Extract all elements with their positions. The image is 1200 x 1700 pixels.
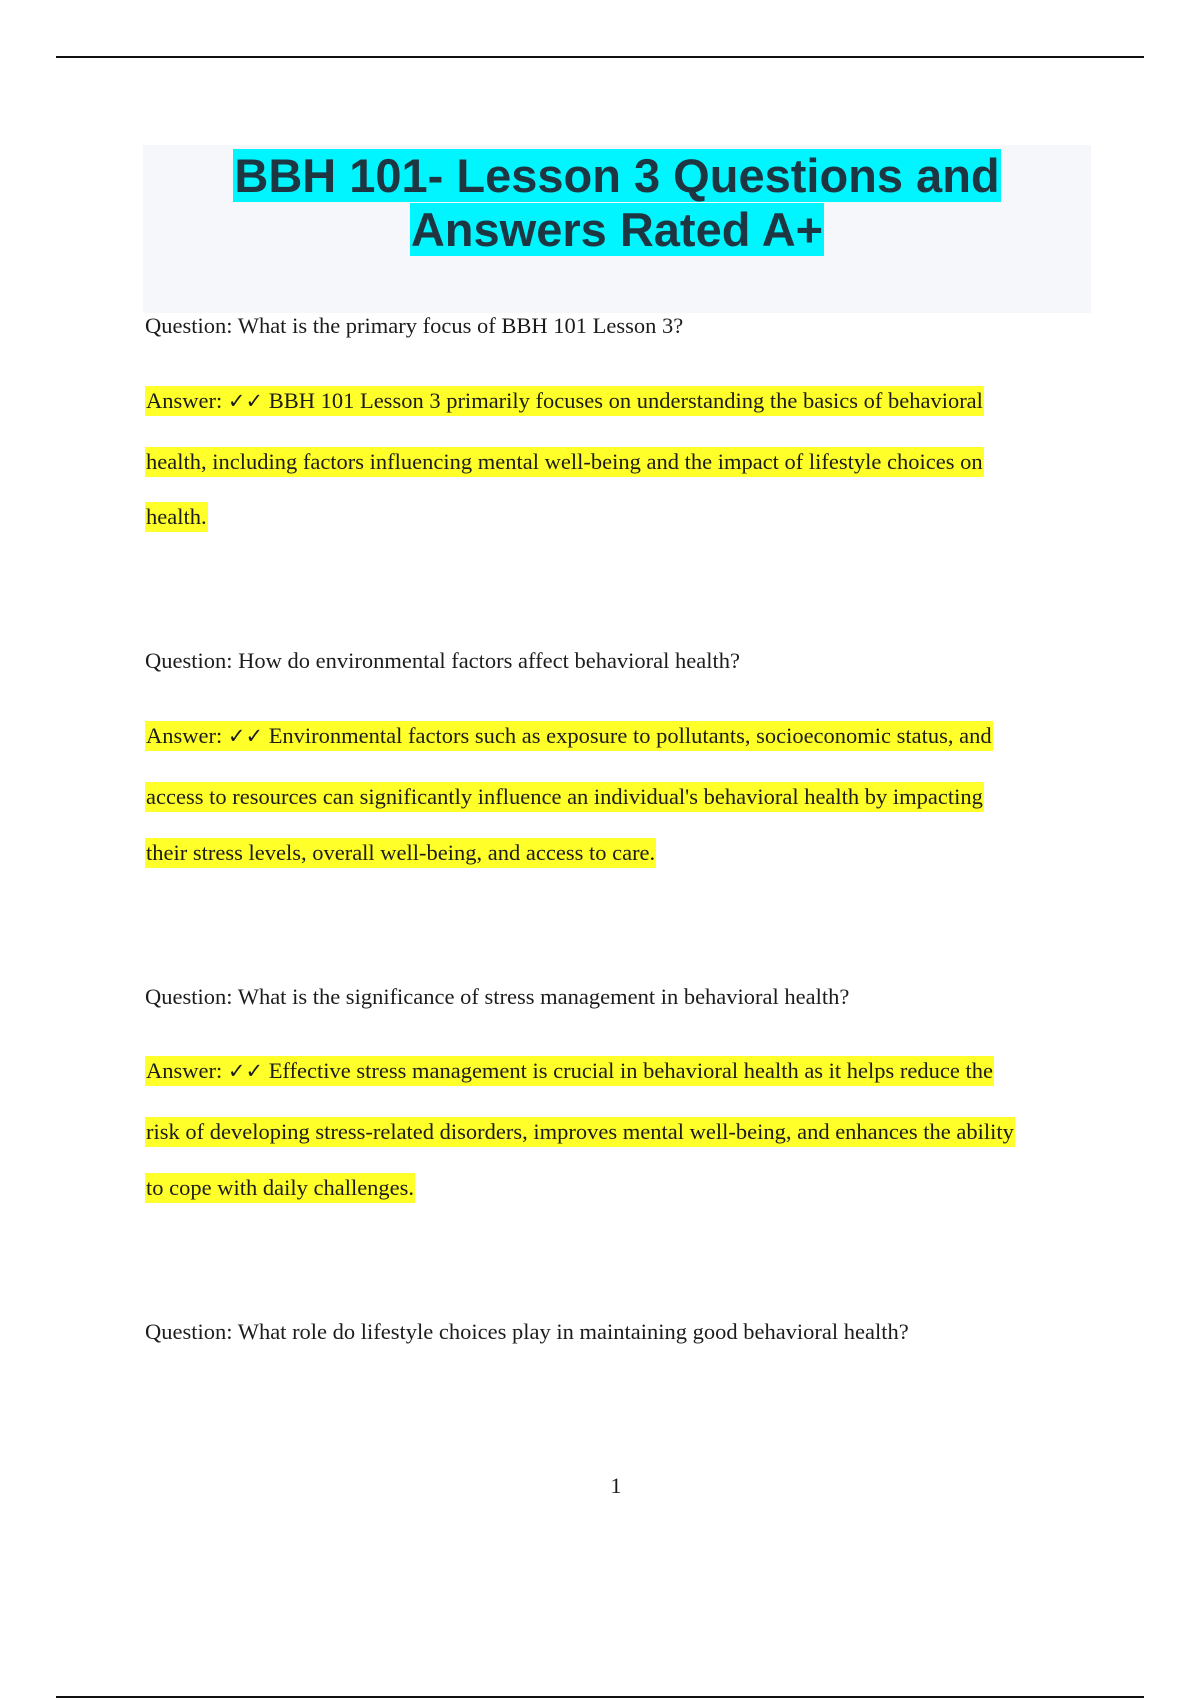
answer-label: Answer: bbox=[146, 388, 223, 413]
bottom-rule bbox=[56, 1696, 1144, 1698]
double-check-icon: ✓✓ bbox=[227, 724, 264, 748]
answer-1-line-1: Answer: ✓✓ BBH 101 Lesson 3 primarily focuses on understanding the basics of behavioral bbox=[145, 388, 984, 414]
top-rule bbox=[56, 56, 1144, 58]
answer-3-line-3: to cope with daily challenges. bbox=[145, 1175, 415, 1201]
answer-1-line-3: health. bbox=[145, 504, 208, 530]
title-line-2: Answers Rated A+ bbox=[410, 203, 824, 256]
answer-3-line-1: Answer: ✓✓ Effective stress management is crucial in behavioral health as it helps reduce the bbox=[145, 1058, 994, 1084]
answer-2-line-3: their stress levels, overall well-being, and access to care. bbox=[145, 840, 656, 866]
title-line-1: BBH 101- Lesson 3 Questions and bbox=[234, 149, 1000, 202]
answer-3-line-2: risk of developing stress-related disorders, improves mental well-being, and enhances the ability bbox=[145, 1119, 1015, 1145]
question-4: Question: What role do lifestyle choices play in maintaining good behavioral health? bbox=[145, 1319, 909, 1344]
title-block bbox=[143, 145, 1091, 313]
question-2: Question: How do environmental factors affect behavioral health? bbox=[145, 648, 740, 673]
page-number: 1 bbox=[610, 1473, 622, 1498]
question-1: Question: What is the primary focus of BBH 101 Lesson 3? bbox=[145, 313, 684, 338]
document-title bbox=[143, 145, 1091, 257]
answer-2-line-1: Answer: ✓✓ Environmental factors such as exposure to pollutants, socioeconomic status, and bbox=[145, 723, 993, 749]
answer-label: Answer: bbox=[146, 1058, 223, 1083]
double-check-icon: ✓✓ bbox=[227, 1059, 264, 1083]
question-3: Question: What is the significance of stress management in behavioral health? bbox=[145, 984, 850, 1009]
double-check-icon: ✓✓ bbox=[227, 389, 264, 413]
answer-1-line-2: health, including factors influencing mental well-being and the impact of lifestyle choices on bbox=[145, 449, 984, 475]
answer-2-line-2: access to resources can significantly influence an individual's behavioral health by impacting bbox=[145, 784, 984, 810]
answer-label: Answer: bbox=[146, 723, 223, 748]
